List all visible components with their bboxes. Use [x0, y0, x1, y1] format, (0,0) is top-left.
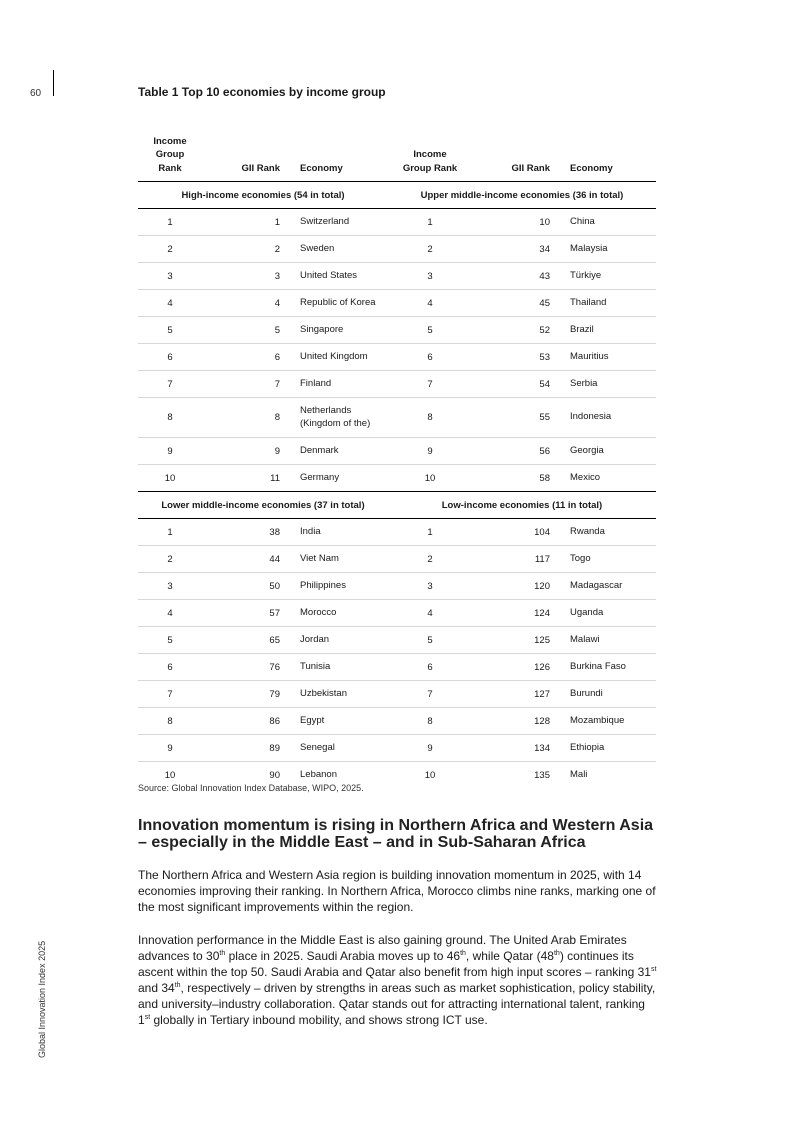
paragraph-text: place in 2025. Saudi Arabia moves up to 46 [225, 949, 461, 963]
economy-cell: Netherlands (Kingdom of the) [280, 398, 388, 438]
gii-rank-cell: 3 [202, 263, 280, 290]
income-group-label: High-income economies (54 in total) [138, 182, 388, 209]
ordinal-suffix: th [219, 950, 226, 957]
income-group-rank-cell: 7 [388, 681, 472, 708]
income-group-table [138, 126, 656, 788]
page-number: 60 [30, 88, 42, 99]
economy-cell: United States [280, 263, 388, 290]
income-group-rank-cell: 2 [138, 546, 202, 573]
gii-rank-cell: 55 [472, 398, 550, 438]
income-group-rank-cell: 6 [388, 344, 472, 371]
income-group-rank-cell: 3 [138, 263, 202, 290]
ordinal-suffix: th [174, 982, 181, 989]
gii-rank-cell: 43 [472, 263, 550, 290]
table-row [138, 519, 656, 546]
income-group-label: Low-income economies (11 in total) [388, 492, 656, 519]
income-group-rank-cell: 2 [388, 546, 472, 573]
table-row [138, 654, 656, 681]
header-income-group-rank: Income Group Rank [388, 126, 472, 182]
income-group-rank-cell: 6 [388, 654, 472, 681]
income-group-rank-cell: 2 [388, 236, 472, 263]
table-row [138, 708, 656, 735]
table-body [138, 182, 656, 789]
gii-rank-cell: 90 [269, 769, 280, 781]
ordinal-suffix: th [460, 950, 466, 957]
economy-cell: Mozambique [550, 708, 656, 735]
income-group-rank-cell: 5 [388, 627, 472, 654]
income-group-rank-cell: 5 [388, 317, 472, 344]
income-group-rank-cell: 4 [138, 600, 202, 627]
income-group-label: Upper middle-income economies (36 in total) [388, 182, 656, 209]
gii-rank-cell: 58 [472, 465, 550, 492]
economy-cell: Rwanda [550, 519, 656, 546]
paragraph-text: Innovation performance in the Middle East is also gaining ground. The United Arab Emirates advances to 30 [138, 933, 627, 963]
table-source: Source: Global Innovation Index Database, WIPO, 2025. [138, 783, 364, 793]
economy-cell: Lebanon [300, 768, 337, 780]
side-running-title: Global Innovation Index 2025 [37, 940, 47, 1058]
table-row [138, 600, 656, 627]
gii-rank-cell: 53 [472, 344, 550, 371]
economy-cell: Morocco [280, 600, 388, 627]
gii-rank-cell: 10 [472, 209, 550, 236]
gii-rank-cell: 4 [202, 290, 280, 317]
income-group-rank-cell: 6 [138, 654, 202, 681]
income-group-rank-cell: 1 [388, 519, 472, 546]
header-income-group-rank: Income Group Rank [138, 126, 202, 182]
gii-rank-cell: 89 [202, 735, 280, 762]
table-row [138, 236, 656, 263]
paragraph-text: , respectively – driven by strengths in areas such as market sophistication, policy stability, and university–industry collaboration. Qatar stands out for attracting international talent, ranking 1 [138, 981, 656, 1027]
income-group-header-row [138, 182, 656, 209]
gii-rank-cell: 1 [202, 209, 280, 236]
economy-cell: Türkiye [550, 263, 656, 290]
table-row [138, 681, 656, 708]
header-divider [53, 70, 54, 96]
table-row [138, 398, 656, 438]
ordinal-suffix: th [553, 950, 560, 957]
economy-cell: Jordan [280, 627, 388, 654]
gii-rank-cell: 127 [472, 681, 550, 708]
economy-cell: Tunisia [280, 654, 388, 681]
income-group-rank-cell: 1 [138, 209, 202, 236]
economy-cell: Mexico [550, 465, 656, 492]
ordinal-suffix: st [144, 1014, 151, 1021]
income-group-rank-cell: 6 [138, 344, 202, 371]
economy-cell: Philippines [280, 573, 388, 600]
income-group-header-row [138, 492, 656, 519]
table-row [138, 209, 656, 236]
income-group-rank-cell: 7 [138, 371, 202, 398]
paragraph-text: and 34 [138, 981, 175, 995]
gii-rank-cell: 5 [202, 317, 280, 344]
table-row [138, 263, 656, 290]
gii-rank-cell: 52 [472, 317, 550, 344]
table-row [138, 627, 656, 654]
income-group-rank-cell: 3 [388, 263, 472, 290]
gii-rank-cell: 8 [202, 398, 280, 438]
economy-cell: Malaysia [550, 236, 656, 263]
gii-rank-cell: 76 [202, 654, 280, 681]
gii-rank-cell: 2 [202, 236, 280, 263]
gii-rank-cell: 56 [472, 438, 550, 465]
income-group-rank-cell: 10 [164, 769, 176, 781]
economy-cell: India [280, 519, 388, 546]
gii-rank-cell: 134 [472, 735, 550, 762]
economy-cell: Togo [550, 546, 656, 573]
economy-cell: Singapore [280, 317, 388, 344]
income-group-rank-cell: 5 [138, 317, 202, 344]
income-group-rank-cell: 9 [138, 438, 202, 465]
economy-cell: Burundi [550, 681, 656, 708]
gii-rank-cell: 9 [202, 438, 280, 465]
economy-cell: Brazil [550, 317, 656, 344]
economy-cell: Uganda [550, 600, 656, 627]
gii-rank-cell: 44 [202, 546, 280, 573]
economy-cell: Madagascar [550, 573, 656, 600]
gii-rank-cell: 124 [472, 600, 550, 627]
table-row [138, 546, 656, 573]
table-title: Table 1 Top 10 economies by income group [138, 85, 386, 99]
gii-rank-cell: 79 [202, 681, 280, 708]
income-group-label: Lower middle-income economies (37 in total) [138, 492, 388, 519]
economy-cell: Ethiopia [550, 735, 656, 762]
ordinal-suffix: st [650, 966, 657, 973]
economy-cell: Germany [280, 465, 388, 492]
income-group-rank-cell: 8 [388, 398, 472, 438]
gii-rank-cell: 50 [202, 573, 280, 600]
economy-cell: Mauritius [550, 344, 656, 371]
income-group-rank-cell: 7 [388, 371, 472, 398]
paragraph-text: , while Qatar (48 [465, 949, 554, 963]
gii-rank-cell: 117 [472, 546, 550, 573]
header-economy: Economy [280, 126, 388, 182]
economy-cell: Switzerland [280, 209, 388, 236]
section-heading: Innovation momentum is rising in Northern Africa and Western Asia – especially in the Middle East – and in Sub-Saharan Africa [138, 817, 654, 851]
income-group-rank-cell: 10 [424, 769, 436, 781]
header-gii-rank: GII Rank [202, 126, 280, 182]
income-group-rank-cell: 8 [138, 398, 202, 438]
table-row [138, 317, 656, 344]
economy-cell: Viet Nam [280, 546, 388, 573]
income-group-rank-cell: 9 [388, 735, 472, 762]
header-economy: Economy [550, 126, 656, 182]
income-group-rank-cell: 8 [138, 708, 202, 735]
economy-cell: Georgia [550, 438, 656, 465]
income-group-rank-cell: 9 [388, 438, 472, 465]
income-group-rank-cell: 2 [138, 236, 202, 263]
gii-rank-cell: 34 [472, 236, 550, 263]
gii-rank-cell: 54 [472, 371, 550, 398]
income-group-rank-cell: 3 [138, 573, 202, 600]
economy-cell: Indonesia [550, 398, 656, 438]
economy-cell: Serbia [550, 371, 656, 398]
gii-rank-cell: 7 [202, 371, 280, 398]
economy-cell: Mali [570, 768, 588, 780]
income-group-rank-cell: 10 [388, 465, 472, 492]
income-group-rank-cell: 8 [388, 708, 472, 735]
paragraph-text: globally in Tertiary inbound mobility, and shows strong ICT use. [150, 1013, 488, 1027]
gii-rank-cell: 38 [202, 519, 280, 546]
gii-rank-cell: 6 [202, 344, 280, 371]
gii-rank-cell: 126 [472, 654, 550, 681]
economy-cell: Malawi [550, 627, 656, 654]
economy-cell: United Kingdom [280, 344, 388, 371]
paragraph: The Northern Africa and Western Asia region is building innovation momentum in 2025, with 14 economies improving their ranking. In Northern Africa, Morocco climbs nine ranks, marking one of the most significant improvements within the region. [138, 868, 656, 914]
gii-rank-cell: 86 [202, 708, 280, 735]
table-row [138, 573, 656, 600]
gii-rank-cell: 125 [472, 627, 550, 654]
gii-rank-cell: 57 [202, 600, 280, 627]
income-group-rank-cell: 4 [388, 290, 472, 317]
table-row [138, 438, 656, 465]
table-row [138, 371, 656, 398]
paragraph [138, 932, 658, 1028]
income-group-rank-cell: 4 [388, 600, 472, 627]
table-row [138, 290, 656, 317]
header-gii-rank: GII Rank [472, 126, 550, 182]
table-row [138, 344, 656, 371]
gii-rank-cell: 65 [202, 627, 280, 654]
gii-rank-cell: 104 [472, 519, 550, 546]
gii-rank-cell: 45 [472, 290, 550, 317]
income-group-rank-cell: 7 [138, 681, 202, 708]
economy-cell: Uzbekistan [280, 681, 388, 708]
table-row [138, 465, 656, 492]
economy-cell: Thailand [550, 290, 656, 317]
income-group-rank-cell: 5 [138, 627, 202, 654]
economy-cell: Finland [280, 371, 388, 398]
paragraph-text: ) continues its ascent within the top 50. Saudi Arabia and Qatar also benefit from high input scores – ranking 31 [138, 949, 651, 979]
economy-cell: Republic of Korea [280, 290, 388, 317]
income-group-rank-cell: 10 [138, 465, 202, 492]
income-group-rank-cell: 9 [138, 735, 202, 762]
table-header-row [138, 126, 656, 182]
economy-cell: Denmark [280, 438, 388, 465]
economy-cell: Egypt [280, 708, 388, 735]
gii-rank-cell: 135 [534, 769, 550, 781]
income-group-rank-cell: 3 [388, 573, 472, 600]
table-row [138, 735, 656, 762]
economy-cell: Senegal [280, 735, 388, 762]
gii-rank-cell: 128 [472, 708, 550, 735]
income-group-rank-cell: 1 [138, 519, 202, 546]
gii-rank-cell: 11 [202, 465, 280, 492]
income-group-rank-cell: 1 [388, 209, 472, 236]
income-group-rank-cell: 4 [138, 290, 202, 317]
economy-cell: Sweden [280, 236, 388, 263]
economy-cell: China [550, 209, 656, 236]
gii-rank-cell: 120 [472, 573, 550, 600]
economy-cell: Burkina Faso [550, 654, 656, 681]
